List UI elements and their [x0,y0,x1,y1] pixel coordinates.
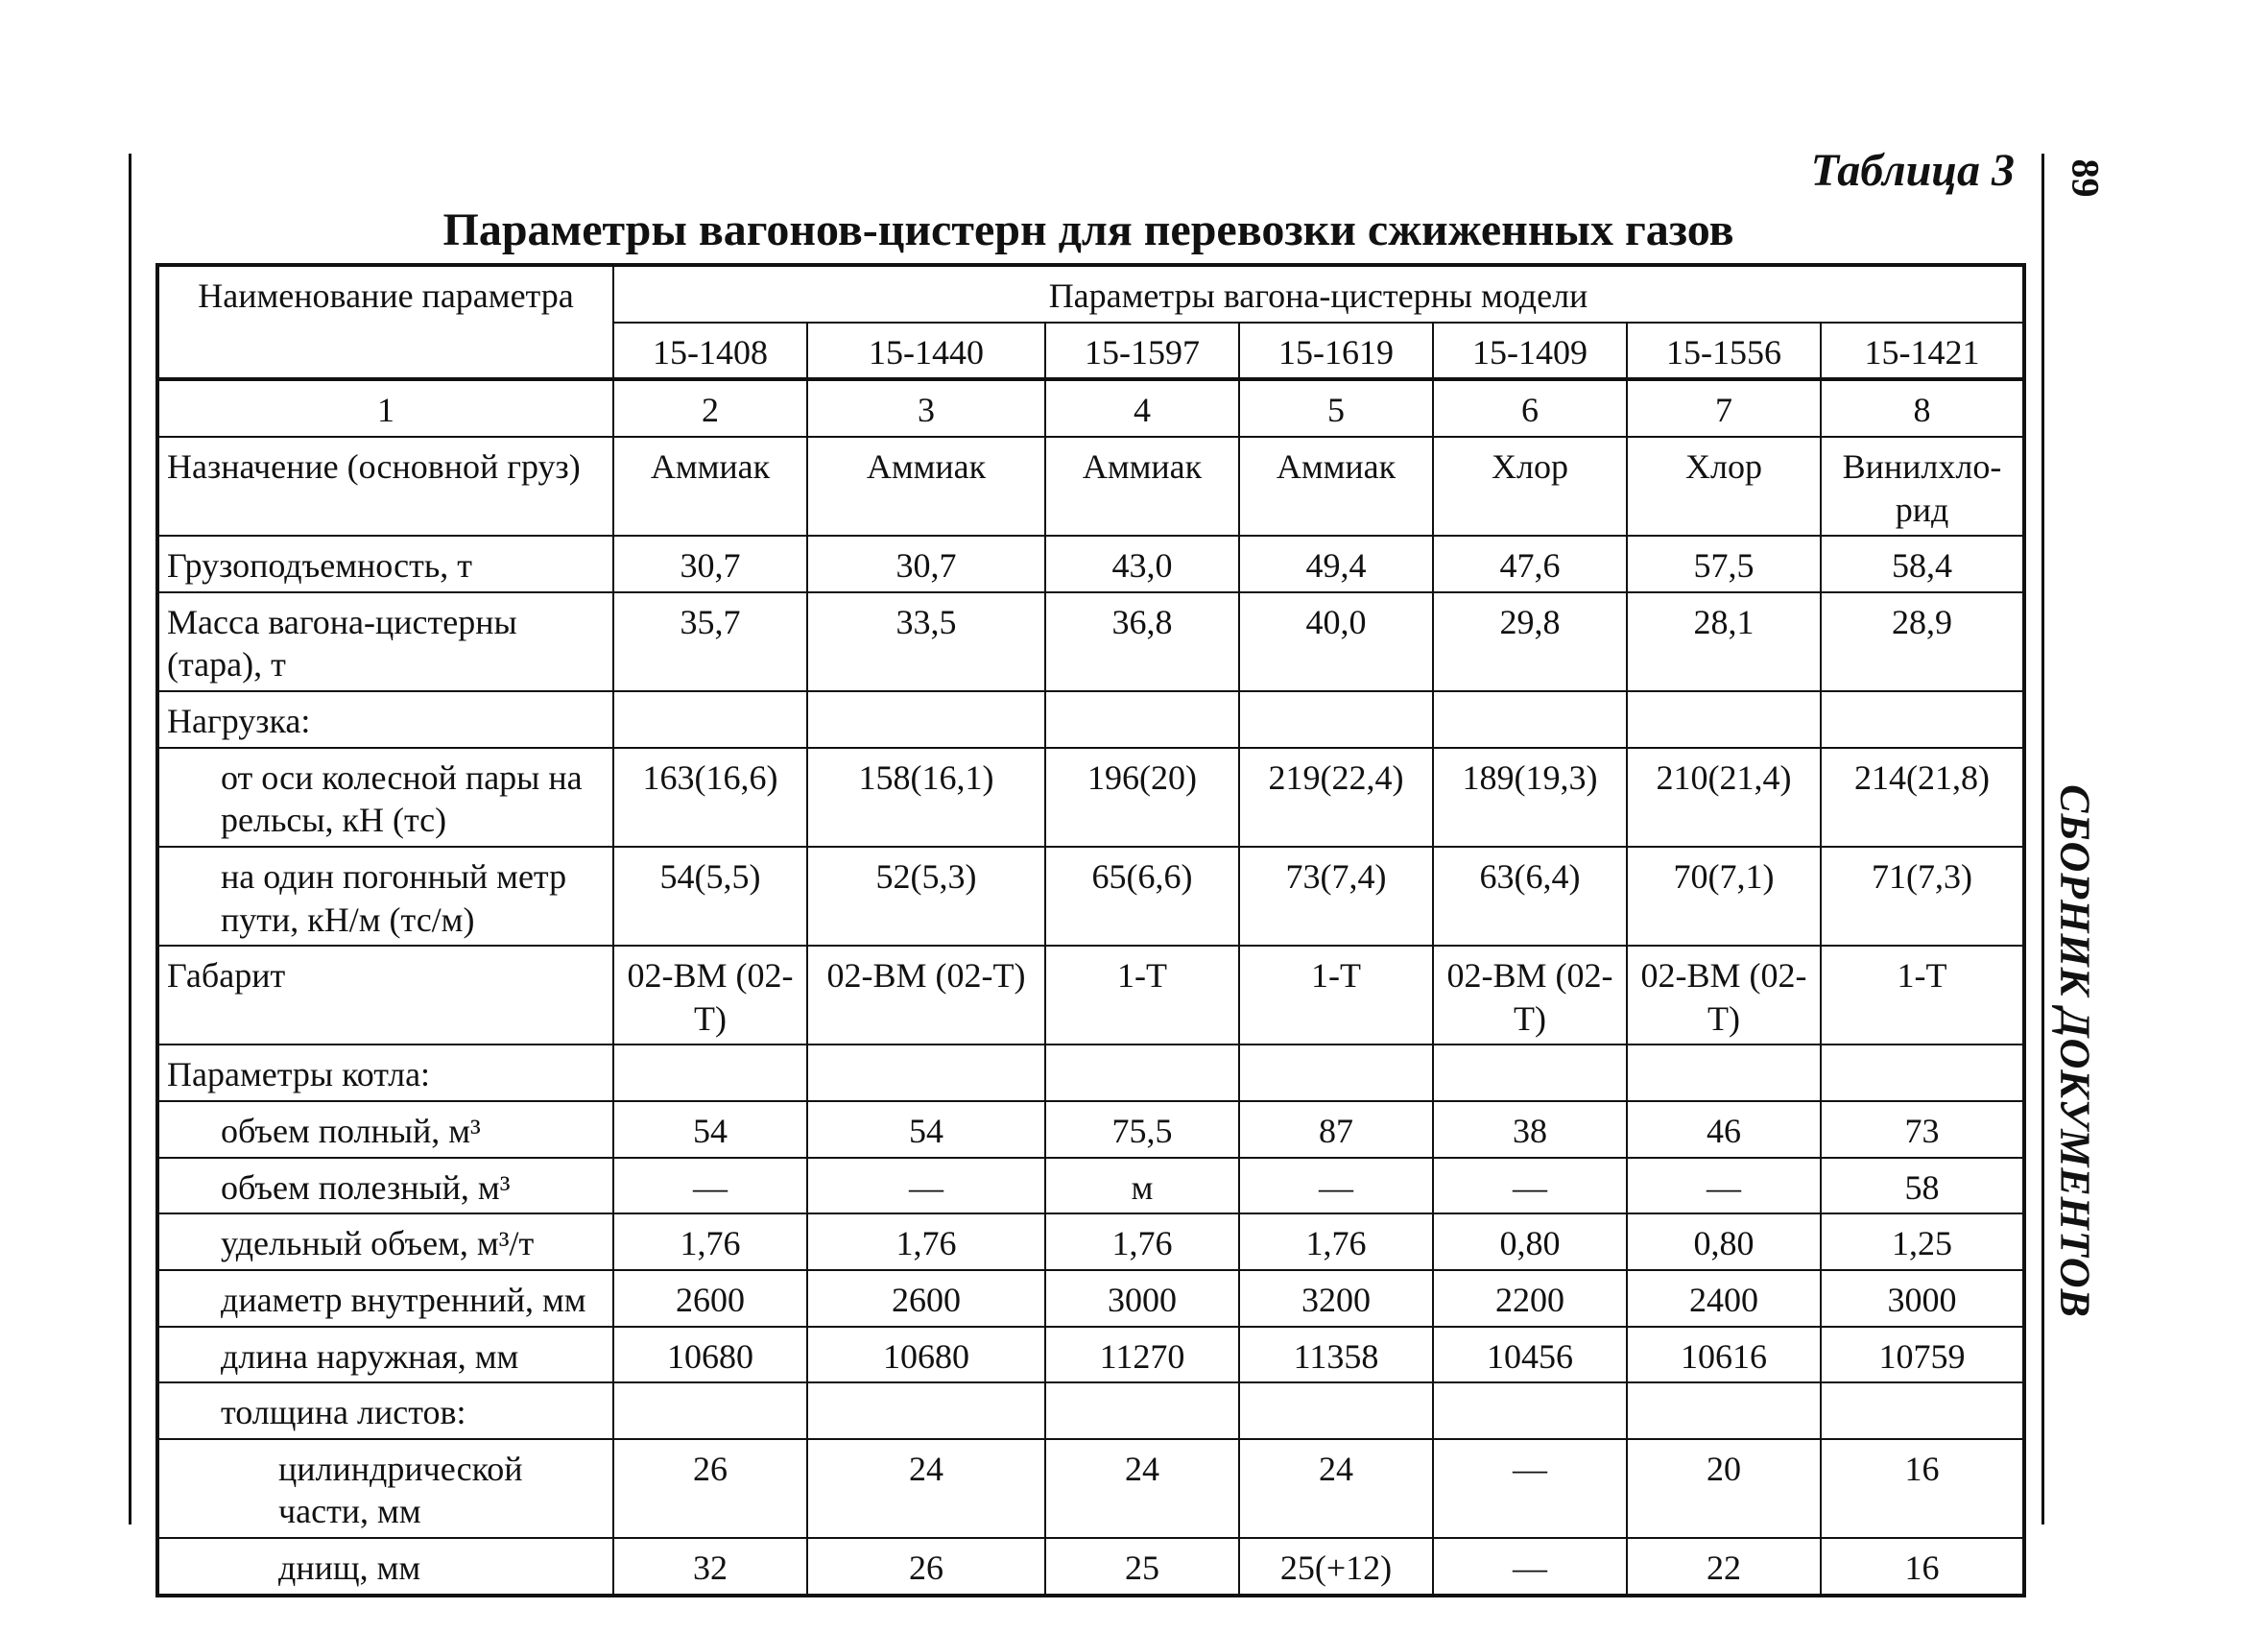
value-cell [1627,1045,1821,1101]
table-row [157,437,2024,536]
table-row [157,1439,2024,1538]
value-cell: 49,4 [1239,536,1433,592]
value-cell [1821,1382,2024,1439]
row-label: Назначение (основной груз) [157,437,613,536]
value-cell: 73 [1821,1101,2024,1158]
value-cell: м [1045,1158,1239,1214]
value-cell: 57,5 [1627,536,1821,592]
value-cell: 2200 [1433,1270,1627,1327]
value-cell: 16 [1821,1538,2024,1596]
value-cell: 73(7,4) [1239,847,1433,946]
value-cell: 65(6,6) [1045,847,1239,946]
value-cell: 54(5,5) [613,847,807,946]
column-number: 2 [613,379,807,437]
value-cell: 2400 [1627,1270,1821,1327]
value-cell: 28,9 [1821,592,2024,691]
value-cell: 24 [1239,1439,1433,1538]
value-cell: 46 [1627,1101,1821,1158]
value-cell: 1-Т [1045,946,1239,1045]
page-number: 89 [2064,158,2108,198]
value-cell [1239,691,1433,748]
value-cell: 02-ВМ (02-Т) [1627,946,1821,1045]
value-cell: 2600 [807,1270,1045,1327]
value-cell: 219(22,4) [1239,748,1433,847]
value-cell: 35,7 [613,592,807,691]
table-row [157,592,2024,691]
model-cell: 15-1409 [1433,323,1627,380]
value-cell [1433,691,1627,748]
row-label: днищ, мм [157,1538,613,1596]
column-number: 7 [1627,379,1821,437]
value-cell: 87 [1239,1101,1433,1158]
value-cell: 3000 [1045,1270,1239,1327]
row-label: от оси колесной пары на рельсы, кН (тс) [157,748,613,847]
value-cell: 0,80 [1627,1213,1821,1270]
value-cell: Аммиак [613,437,807,536]
value-cell: 10759 [1821,1327,2024,1383]
row-label: Габарит [157,946,613,1045]
value-cell: — [613,1158,807,1214]
value-cell: 210(21,4) [1627,748,1821,847]
value-cell: 214(21,8) [1821,748,2024,847]
value-cell: 71(7,3) [1821,847,2024,946]
value-cell [613,691,807,748]
value-cell: 32 [613,1538,807,1596]
parameters-table [155,263,2026,1597]
right-margin-rule [2041,154,2044,1525]
model-cell: 15-1440 [807,323,1045,380]
value-cell: 02-ВМ (02-Т) [807,946,1045,1045]
row-label: длина наружная, мм [157,1327,613,1383]
value-cell [807,1382,1045,1439]
value-cell: 02-ВМ (02-Т) [1433,946,1627,1045]
value-cell: Хлор [1627,437,1821,536]
value-cell: 43,0 [1045,536,1239,592]
value-cell [613,1382,807,1439]
value-cell: 40,0 [1239,592,1433,691]
value-cell: 29,8 [1433,592,1627,691]
value-cell: 26 [807,1538,1045,1596]
table-row [157,536,2024,592]
table-row [157,748,2024,847]
value-cell: 54 [807,1101,1045,1158]
model-cell: 15-1619 [1239,323,1433,380]
value-cell: Аммиак [1239,437,1433,536]
value-cell: 3000 [1821,1270,2024,1327]
table-row [157,691,2024,748]
table-row [157,1538,2024,1596]
value-cell [1821,1045,2024,1101]
header-row [157,265,2024,323]
value-cell: — [1433,1439,1627,1538]
value-cell: 1,25 [1821,1213,2024,1270]
table-row [157,1213,2024,1270]
value-cell: 1,76 [613,1213,807,1270]
value-cell: 1-Т [1239,946,1433,1045]
column-number: 8 [1821,379,2024,437]
model-cell: 15-1421 [1821,323,2024,380]
value-cell: — [1239,1158,1433,1214]
value-cell: 30,7 [807,536,1045,592]
value-cell: 24 [1045,1439,1239,1538]
value-cell: Хлор [1433,437,1627,536]
value-cell: 47,6 [1433,536,1627,592]
value-cell: 25 [1045,1538,1239,1596]
model-cell: 15-1408 [613,323,807,380]
value-cell: 11358 [1239,1327,1433,1383]
row-label: на один погонный метр пути, кН/м (тс/м) [157,847,613,946]
value-cell [1239,1045,1433,1101]
value-cell: 189(19,3) [1433,748,1627,847]
side-running-title-text: СБОРНИК ДОКУМЕНТОВ [2051,784,2099,1318]
row-label: диаметр внутренний, мм [157,1270,613,1327]
column-number: 1 [157,379,613,437]
value-cell: 30,7 [613,536,807,592]
table-row [157,1045,2024,1101]
row-label: Нагрузка: [157,691,613,748]
row-label: толщина листов: [157,1382,613,1439]
value-cell: 70(7,1) [1627,847,1821,946]
value-cell: 58,4 [1821,536,2024,592]
column-number: 6 [1433,379,1627,437]
value-cell: 36,8 [1045,592,1239,691]
value-cell: 163(16,6) [613,748,807,847]
row-label: Параметры котла: [157,1045,613,1101]
table-row [157,1382,2024,1439]
table-row [157,1101,2024,1158]
value-cell [613,1045,807,1101]
row-label: удельный объем, м³/т [157,1213,613,1270]
value-cell: — [1433,1158,1627,1214]
left-margin-rule [129,154,131,1525]
value-cell: 33,5 [807,592,1045,691]
value-cell [1433,1382,1627,1439]
column-number-row [157,379,2024,437]
value-cell: 52(5,3) [807,847,1045,946]
value-cell [1239,1382,1433,1439]
page-title: Параметры вагонов-цистерн для перевозки сжиженных газов [442,204,1734,255]
row-label: Масса вагона-цистерны (тара), т [157,592,613,691]
value-cell: — [1627,1158,1821,1214]
row-label: объем полный, м³ [157,1101,613,1158]
value-cell: 20 [1627,1439,1821,1538]
value-cell [1045,1045,1239,1101]
model-cell: 15-1556 [1627,323,1821,380]
value-cell: 1,76 [1045,1213,1239,1270]
value-cell [1627,1382,1821,1439]
column-number: 5 [1239,379,1433,437]
value-cell: 11270 [1045,1327,1239,1383]
column-number: 3 [807,379,1045,437]
value-cell: 10456 [1433,1327,1627,1383]
value-cell: 24 [807,1439,1045,1538]
value-cell: 38 [1433,1101,1627,1158]
column-number: 4 [1045,379,1239,437]
value-cell: Аммиак [807,437,1045,536]
value-cell [1627,691,1821,748]
value-cell: 1-Т [1821,946,2024,1045]
value-cell: 16 [1821,1439,2024,1538]
value-cell: 0,80 [1433,1213,1627,1270]
row-label: Грузоподъемность, т [157,536,613,592]
model-group-header: Параметры вагона-цистерны модели [613,265,2024,323]
value-cell: 63(6,4) [1433,847,1627,946]
value-cell [1045,691,1239,748]
table-row [157,1327,2024,1383]
value-cell [807,1045,1045,1101]
table-row [157,847,2024,946]
value-cell: 10616 [1627,1327,1821,1383]
value-cell: 26 [613,1439,807,1538]
table-row [157,1270,2024,1327]
table-row [157,946,2024,1045]
value-cell: — [1433,1538,1627,1596]
table-label: Таблица 3 [1810,145,2015,196]
value-cell: 22 [1627,1538,1821,1596]
value-cell [807,691,1045,748]
value-cell: 02-ВМ (02-Т) [613,946,807,1045]
value-cell: 10680 [613,1327,807,1383]
row-label: цилиндрической части, мм [157,1439,613,1538]
value-cell: 28,1 [1627,592,1821,691]
value-cell: 25(+12) [1239,1538,1433,1596]
value-cell: 10680 [807,1327,1045,1383]
value-cell: 54 [613,1101,807,1158]
value-cell: 58 [1821,1158,2024,1214]
row-label: объем полезный, м³ [157,1158,613,1214]
value-cell: Винилхло-рид [1821,437,2024,536]
value-cell [1045,1382,1239,1439]
value-cell: 75,5 [1045,1101,1239,1158]
table-row [157,1158,2024,1214]
value-cell: 2600 [613,1270,807,1327]
value-cell: Аммиак [1045,437,1239,536]
value-cell [1821,691,2024,748]
param-name-header: Наименование параметра [157,265,613,379]
value-cell: 196(20) [1045,748,1239,847]
value-cell: — [807,1158,1045,1214]
value-cell: 1,76 [807,1213,1045,1270]
value-cell: 3200 [1239,1270,1433,1327]
value-cell: 158(16,1) [807,748,1045,847]
value-cell [1433,1045,1627,1101]
value-cell: 1,76 [1239,1213,1433,1270]
model-cell: 15-1597 [1045,323,1239,380]
